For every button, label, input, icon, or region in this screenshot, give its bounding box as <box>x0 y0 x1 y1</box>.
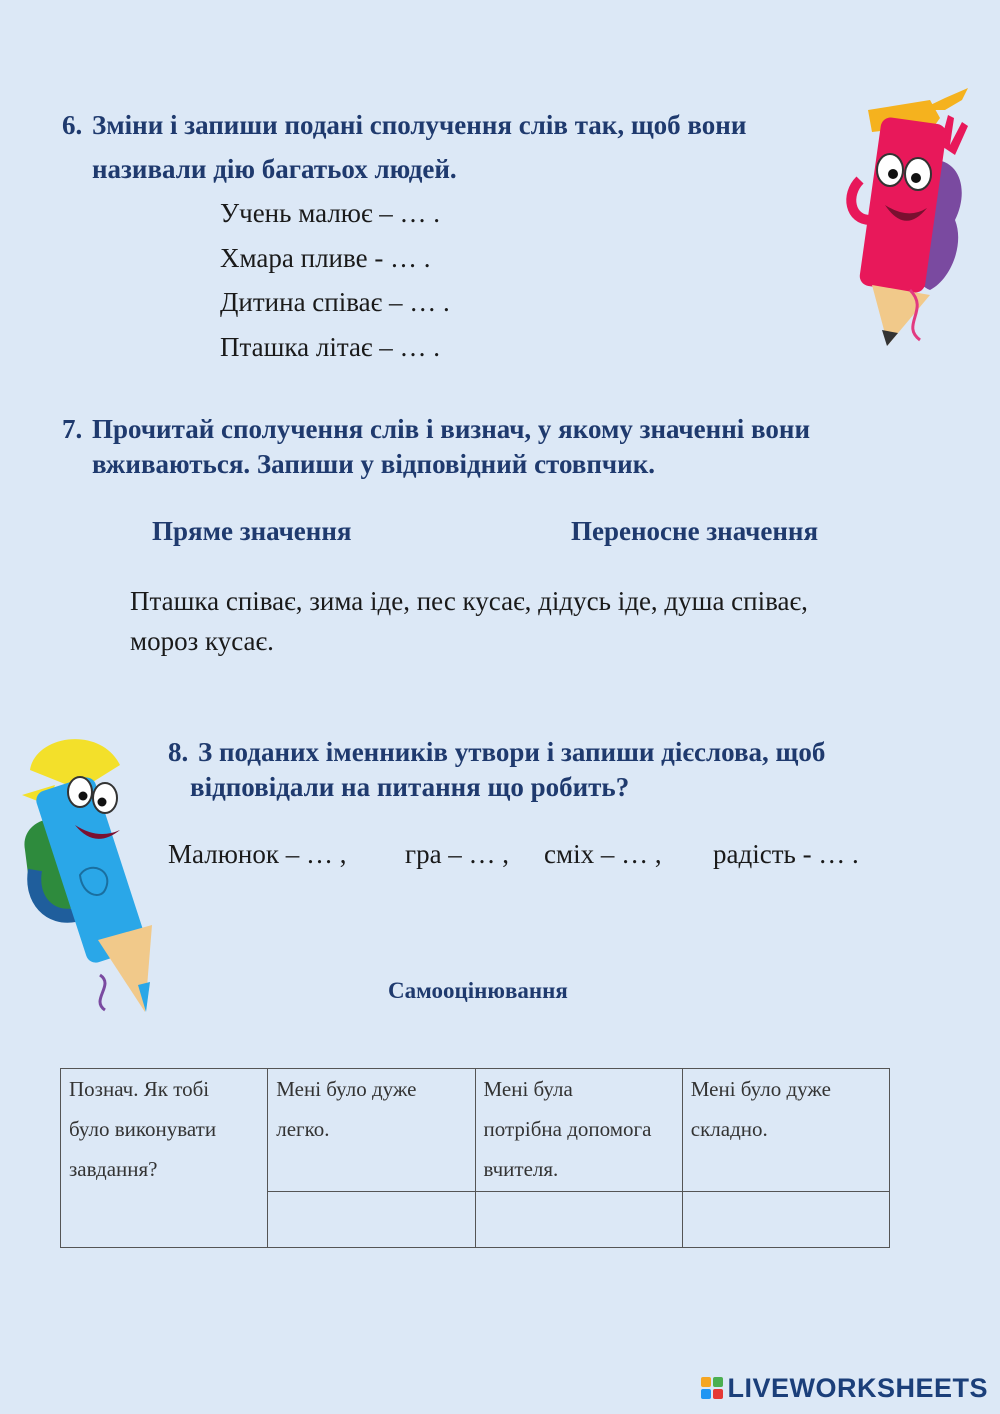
self-assessment-table <box>60 1068 890 1248</box>
option-needed-help: Мені була потрібна допомога вчителя. <box>475 1069 682 1192</box>
task8-word-2: гра – … , <box>405 839 510 869</box>
task8-title: 8. З поданих іменників утвори і запиши дієслова, щоб <box>168 737 826 767</box>
task7-text-line2: мороз кусає. <box>130 626 274 656</box>
mark-cell-needed-help[interactable] <box>475 1192 682 1248</box>
liveworksheets-brand <box>701 1372 988 1404</box>
pink-pencil-illustration <box>830 70 980 355</box>
task6-line-2: Хмара пливе - … . <box>220 243 431 273</box>
mark-cell-difficult[interactable] <box>682 1192 889 1248</box>
task6-title: 6. Зміни і запиши подані сполучення слів так, щоб вони <box>62 110 747 140</box>
task7-title: 7. Прочитай сполучення слів і визнач, у якому значенні вони <box>62 414 811 444</box>
self-assessment-title: Самооцінювання <box>388 978 568 1003</box>
mark-cell-easy[interactable] <box>268 1192 475 1248</box>
task6-line-1: Учень малює – … . <box>220 198 441 228</box>
task8-title-line2: відповідали на питання що робить? <box>190 772 630 802</box>
task8-number: 8. <box>168 737 189 767</box>
task7-number: 7. <box>62 414 83 444</box>
task7-text-line1: Пташка співає, зима іде, пес кусає, дідусь іде, душа співає, <box>130 586 808 616</box>
option-difficult: Мені було дуже складно. <box>682 1069 889 1192</box>
column-direct-meaning: Пряме значення <box>152 516 352 546</box>
task8-word-1: Малюнок – … , <box>168 839 347 869</box>
prompt-cell: Познач. Як тобі було виконувати завдання? <box>61 1069 268 1248</box>
column-figurative-meaning: Переносне значення <box>571 516 819 546</box>
task6-line-4: Пташка літає – … . <box>220 332 441 362</box>
task7-title-line2: вживаються. Запиши у відповідний стовпчик. <box>92 449 656 479</box>
task8-word-4: радість - … . <box>713 839 859 869</box>
option-easy: Мені було дуже легко. <box>268 1069 475 1192</box>
task6-title-line2: називали дію багатьох людей. <box>92 154 457 184</box>
task6-number: 6. <box>62 110 83 140</box>
blue-pencil-illustration <box>20 730 160 1015</box>
brand-text: LIVEWORKSHEETS <box>727 1372 988 1403</box>
task8-word-3: сміх – … , <box>544 839 662 869</box>
task6-line-3: Дитина співає – … . <box>220 287 450 317</box>
liveworksheets-logo-icon <box>701 1377 723 1399</box>
